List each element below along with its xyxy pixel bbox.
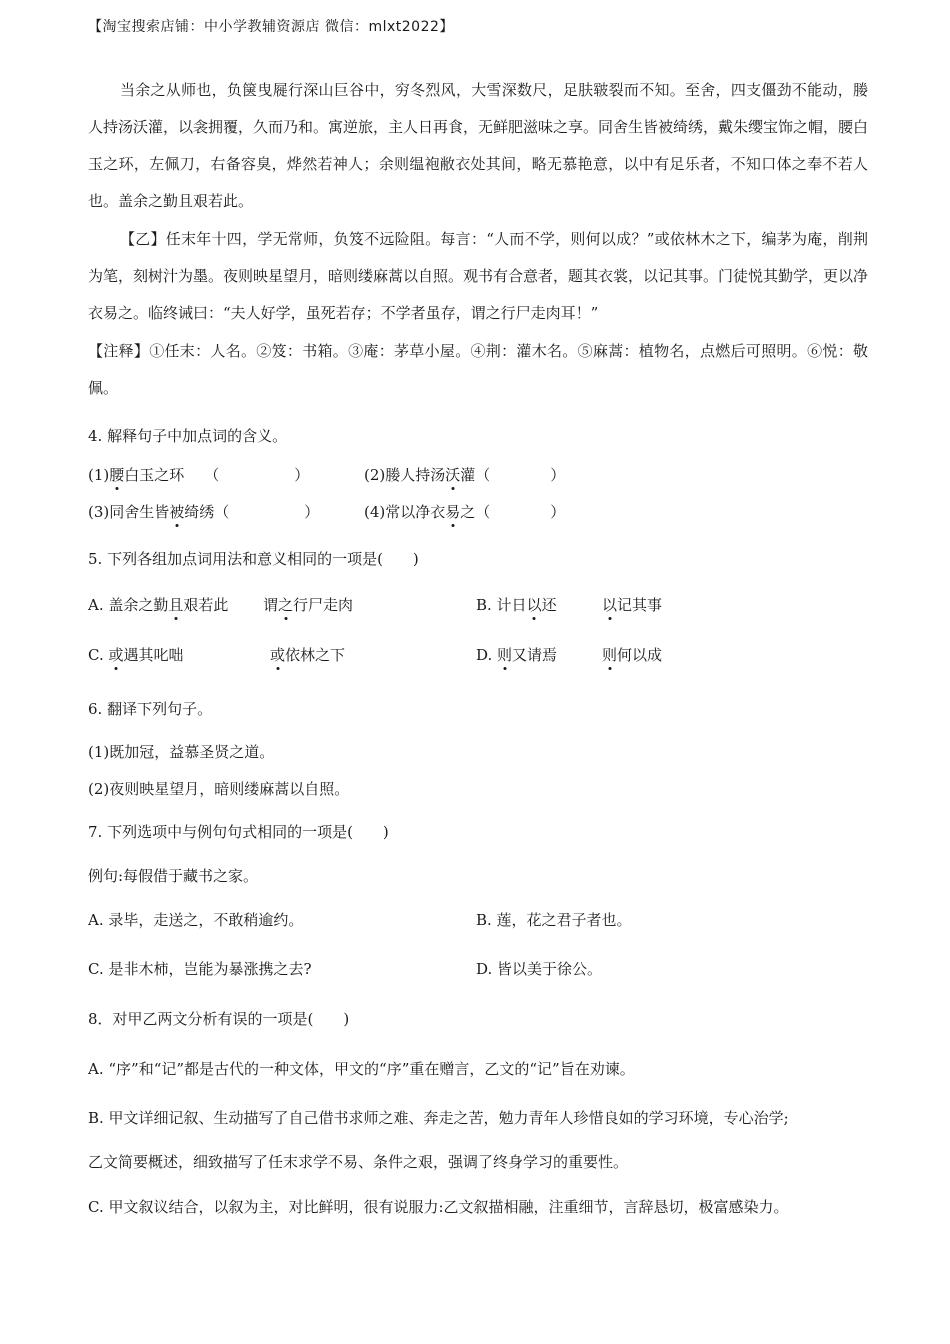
- q6-sentence-2: (2)夜则映星望月，暗则缕麻蒿以自照。: [88, 780, 350, 798]
- q5-option-a-part2: 谓之行尸走肉: [263, 596, 354, 614]
- q4-item-4-blank[interactable]: （ ）: [475, 503, 566, 521]
- q8-option-b[interactable]: B. 甲文详细记叙、生动描写了自己借书求师之难、奔走之苦，勉力青年人珍惜良如的学习环境，专心治学;: [88, 1109, 789, 1127]
- q5-option-c-part2: 或依林之下: [270, 646, 346, 664]
- q6-sentence-1: (1)既加冠，益慕圣贤之道。: [88, 743, 275, 761]
- passage-jia-text: 当余之从师也，负箧曳屣行深山巨谷中，穷冬烈风，大雪深数尺，足肤皲裂而不知。至舍，四支僵劲不能动，媵人持汤沃灌，以衾拥覆，久而乃和。寓逆旅，主人日再食，无鲜肥滋味之享。同舍生皆被绮绣，戴朱缨宝饰之帽，腰白玉之环，左佩刀，右备容臭，烨然若神人；余则缊袍敝衣处其间，略无慕艳意，以中有足乐者，不知口体之奉不若人也。盖余之勤且艰若此。: [88, 81, 869, 210]
- q7-option-a[interactable]: A. 录毕，走送之，不敢稍逾约。: [88, 911, 304, 929]
- q4-item-1: (1)腰白玉之环 （ ）: [88, 466, 310, 484]
- q6-stem: 6. 翻译下列句子。: [88, 700, 213, 718]
- q5-option-b-part2: 以记其事: [602, 596, 663, 614]
- q4-stem: 4. 解释句子中加点词的含义。: [88, 427, 288, 445]
- q7-option-c[interactable]: C. 是非木柿，岂能为暴涨携之去?: [88, 960, 312, 978]
- q7-stem: 7. 下列选项中与例句句式相同的一项是( ): [88, 823, 389, 841]
- q5-stem: 5. 下列各组加点词用法和意义相同的一项是( ): [88, 550, 419, 568]
- q5-option-d-part1[interactable]: D. 则又请焉: [476, 646, 558, 664]
- q4-item-3-blank[interactable]: （ ）: [214, 503, 320, 521]
- passage-yi-text: 【乙】任末年十四，学无常师，负笈不远险阻。每言：“人而不学，则何以成？”或依林木之下，编茅为庵，削荆为笔，刻树汁为墨。夜则映星望月，暗则缕麻蒿以自照。观书有合意者，题其衣裳，以记其事。门徒悦其勤学，更以净衣易之。临终诫曰：“夫人好学，虽死若存；不学者虽存，谓之行尸走肉耳！”: [88, 230, 869, 322]
- q4-item-3: (3)同舍生皆被绮绣（ ）: [88, 503, 320, 521]
- q4-item-2-blank[interactable]: （ ）: [475, 466, 566, 484]
- q5-option-c-part1[interactable]: C. 或遇其叱咄: [88, 646, 184, 664]
- q4-item-4: (4)常以净衣易之（ ）: [364, 503, 566, 521]
- q4-item-1-blank[interactable]: （ ）: [204, 466, 310, 484]
- q7-option-d[interactable]: D. 皆以美于徐公。: [476, 960, 603, 978]
- q5-option-d-part2: 则何以成: [602, 646, 663, 664]
- q8-stem: 8．对甲乙两文分析有误的一项是( ): [88, 1010, 350, 1028]
- notes-text: 【注释】①任末：人名。②笈：书箱。③庵：茅草小屋。④荆：灌木名。⑤麻蒿：植物名，点燃后可照明。⑥悦：敬佩。: [88, 342, 868, 397]
- q8-option-c[interactable]: C. 甲文叙议结合，以叙为主，对比鲜明，很有说服力:乙文叙描相融，注重细节，言辞恳切，极富感染力。: [88, 1198, 789, 1216]
- q8-option-a[interactable]: A. “序”和“记”都是古代的一种文体，甲文的“序”重在赠言，乙文的“记”旨在劝谏。: [88, 1060, 635, 1078]
- passage-jia: [88, 72, 868, 220]
- page-header-banner: 【淘宝搜索店铺：中小学教辅资源店 微信：mlxt2022】: [88, 19, 454, 35]
- passage-yi: [88, 221, 868, 332]
- annotation-notes: [88, 333, 868, 407]
- q5-option-b-part1[interactable]: B. 计日以还: [476, 596, 557, 614]
- q4-item-2: (2)媵人持汤沃灌（ ）: [364, 466, 566, 484]
- q7-option-b[interactable]: B. 莲，花之君子者也。: [476, 911, 632, 929]
- q7-example: 例句:每假借于藏书之家。: [88, 867, 259, 885]
- q8-option-b-continued: 乙文简要概述，细致描写了任末求学不易、条件之艰，强调了终身学习的重要性。: [88, 1153, 629, 1171]
- q5-option-a-part1[interactable]: A. 盖余之勤且艰若此: [88, 596, 229, 614]
